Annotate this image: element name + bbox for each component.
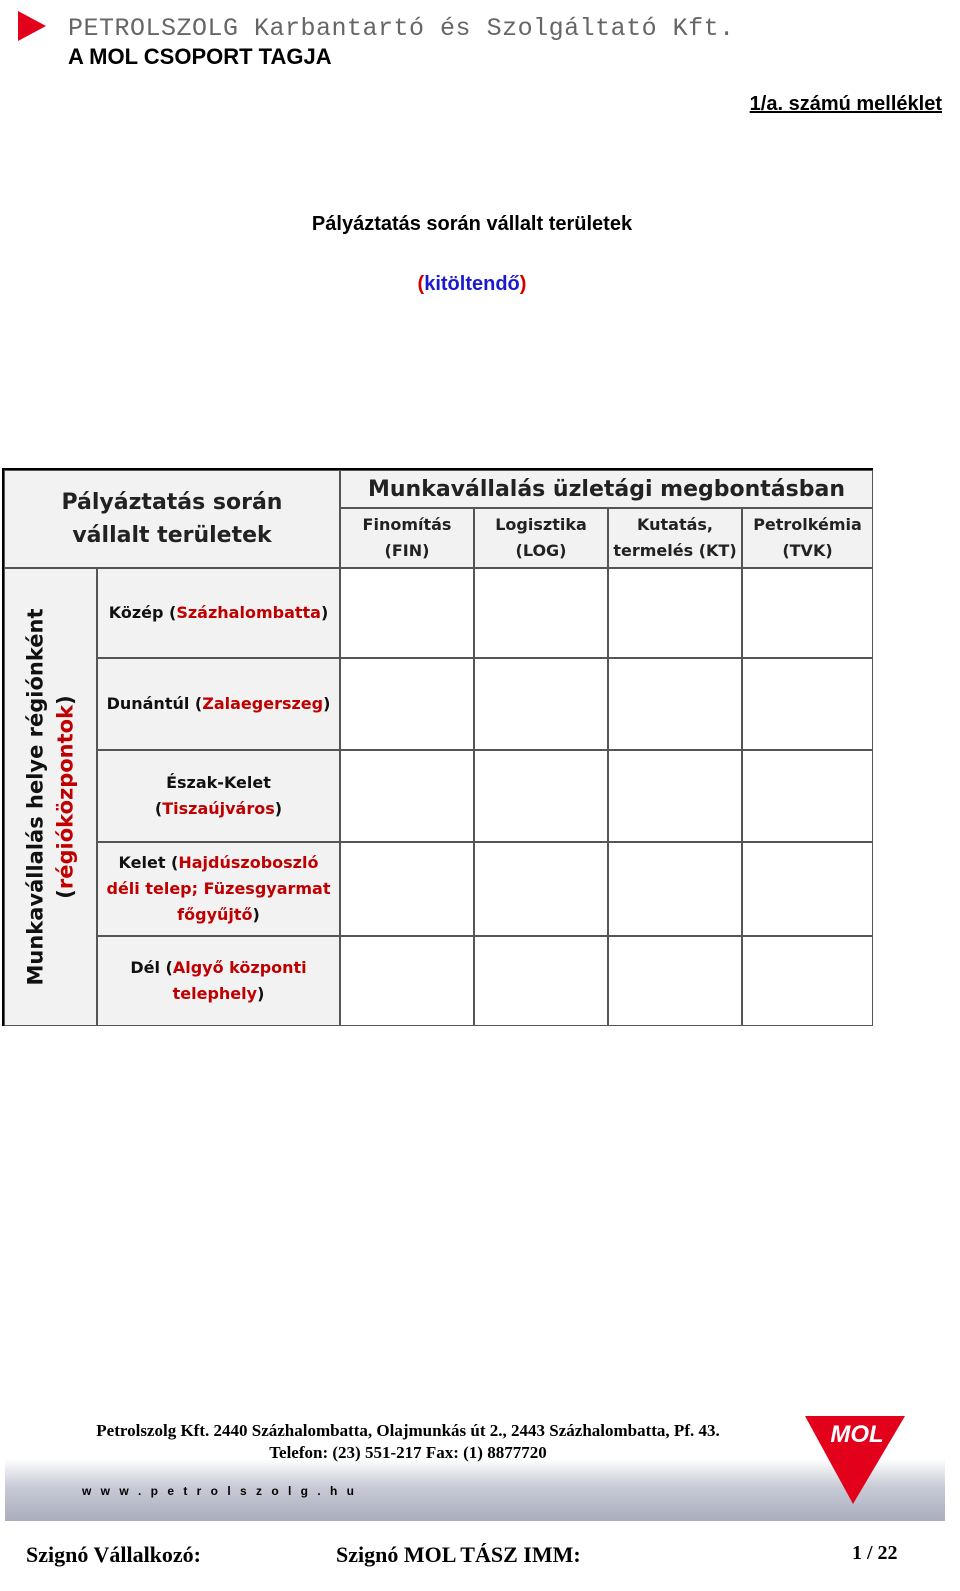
fill-cell-fin[interactable] xyxy=(340,842,474,936)
region-cell: Dunántúl (Zalaegerszeg) xyxy=(97,658,340,750)
group-header: Munkavállalás üzletági megbontásban xyxy=(340,470,873,508)
region-name: Dunántúl xyxy=(106,694,190,713)
column-header-line: (TVK) xyxy=(782,541,833,560)
region-name: Észak-Kelet xyxy=(166,773,271,792)
fill-cell-kt[interactable] xyxy=(608,568,742,658)
region-center: Tiszaújváros xyxy=(162,799,275,818)
column-header-line: (LOG) xyxy=(515,541,567,560)
fill-cell-kt[interactable] xyxy=(608,658,742,750)
mol-logo-text: MOL xyxy=(830,1421,884,1448)
document-title: Pályáztatás során vállalt területek xyxy=(311,213,633,235)
fill-cell-log[interactable] xyxy=(474,658,608,750)
annex-label: 1/a. számú melléklet xyxy=(749,93,942,115)
region-cell: Közép (Százhalombatta) xyxy=(97,568,340,658)
column-header-line: Finomítás xyxy=(362,515,452,534)
footer-phone-line: Telefon: (23) 551-217 Fax: (1) 8877720 xyxy=(269,1443,547,1462)
side-header xyxy=(4,568,97,1026)
footer-address-line: Petrolszolg Kft. 2440 Százhalombatta, Olajmunkás út 2., 2443 Százhalombatta, Pf. 43. xyxy=(96,1421,720,1440)
footer-website: w w w . p e t r o l s z o l g . h u xyxy=(82,1484,358,1498)
corner-header xyxy=(4,470,340,568)
page-number: 1 / 22 xyxy=(852,1542,898,1564)
region-center: Hajdúszoboszló déli telep; Füzesgyarmat főgyűjtő xyxy=(106,853,331,924)
fill-cell-fin[interactable] xyxy=(340,568,474,658)
region-name: Kelet xyxy=(118,853,166,872)
column-header-line: Kutatás, xyxy=(637,515,713,534)
fill-cell-tvk[interactable] xyxy=(742,842,873,936)
column-header-line: Logisztika xyxy=(495,515,587,534)
petrolszolg-arrow-logo-icon xyxy=(18,11,46,41)
fill-cell-kt[interactable] xyxy=(608,750,742,842)
subtitle-text: kitöltendő xyxy=(424,273,520,295)
region-center: Százhalombatta xyxy=(176,603,321,622)
fill-cell-fin[interactable] xyxy=(340,658,474,750)
mol-logo-icon xyxy=(805,1416,905,1504)
column-header-kt xyxy=(608,508,742,568)
areas-table xyxy=(2,468,873,1026)
region-name: Közép xyxy=(108,603,164,622)
region-center: Algyő központi telephely xyxy=(172,958,307,1003)
side-header-line1: Munkavállalás helye régiónként xyxy=(23,608,48,986)
side-header-line2: (régióközpontok) xyxy=(53,695,78,899)
document-subtitle xyxy=(0,273,944,296)
fill-cell-fin[interactable] xyxy=(340,750,474,842)
column-header-line: (FIN) xyxy=(384,541,430,560)
fill-cell-fin[interactable] xyxy=(340,936,474,1026)
fill-cell-log[interactable] xyxy=(474,842,608,936)
region-name: Dél xyxy=(130,958,160,977)
fill-cell-log[interactable] xyxy=(474,936,608,1026)
region-cell: Dél (Algyő központi telephely) xyxy=(97,936,340,1026)
fill-cell-log[interactable] xyxy=(474,750,608,842)
footer-address xyxy=(48,1420,768,1464)
subtitle-open-paren: ( xyxy=(417,273,425,295)
fill-cell-log[interactable] xyxy=(474,568,608,658)
column-header-line: Petrolkémia xyxy=(753,515,862,534)
column-header-fin xyxy=(340,508,474,568)
company-tagline: A MOL CSOPORT TAGJA xyxy=(68,44,332,69)
company-name: PETROLSZOLG Karbantartó és Szolgáltató Kft. xyxy=(68,14,735,43)
signature-mol: Szignó MOL TÁSZ IMM: xyxy=(336,1542,581,1567)
region-center: Zalaegerszeg xyxy=(202,694,324,713)
fill-cell-kt[interactable] xyxy=(608,842,742,936)
subtitle-close-paren: ) xyxy=(519,273,527,295)
fill-cell-tvk[interactable] xyxy=(742,568,873,658)
column-header-log xyxy=(474,508,608,568)
region-cell: Észak-Kelet (Tiszaújváros) xyxy=(97,750,340,842)
signature-contractor: Szignó Vállalkozó: xyxy=(26,1542,202,1567)
column-header-tvk xyxy=(742,508,873,568)
fill-cell-tvk[interactable] xyxy=(742,658,873,750)
fill-cell-tvk[interactable] xyxy=(742,750,873,842)
corner-header-text: Pályáztatás során vállalt területek xyxy=(61,490,283,548)
column-header-line: termelés (KT) xyxy=(613,541,737,560)
fill-cell-tvk[interactable] xyxy=(742,936,873,1026)
region-cell: Kelet (Hajdúszoboszló déli telep; Füzesgyarmat főgyűjtő) xyxy=(97,842,340,936)
fill-cell-kt[interactable] xyxy=(608,936,742,1026)
